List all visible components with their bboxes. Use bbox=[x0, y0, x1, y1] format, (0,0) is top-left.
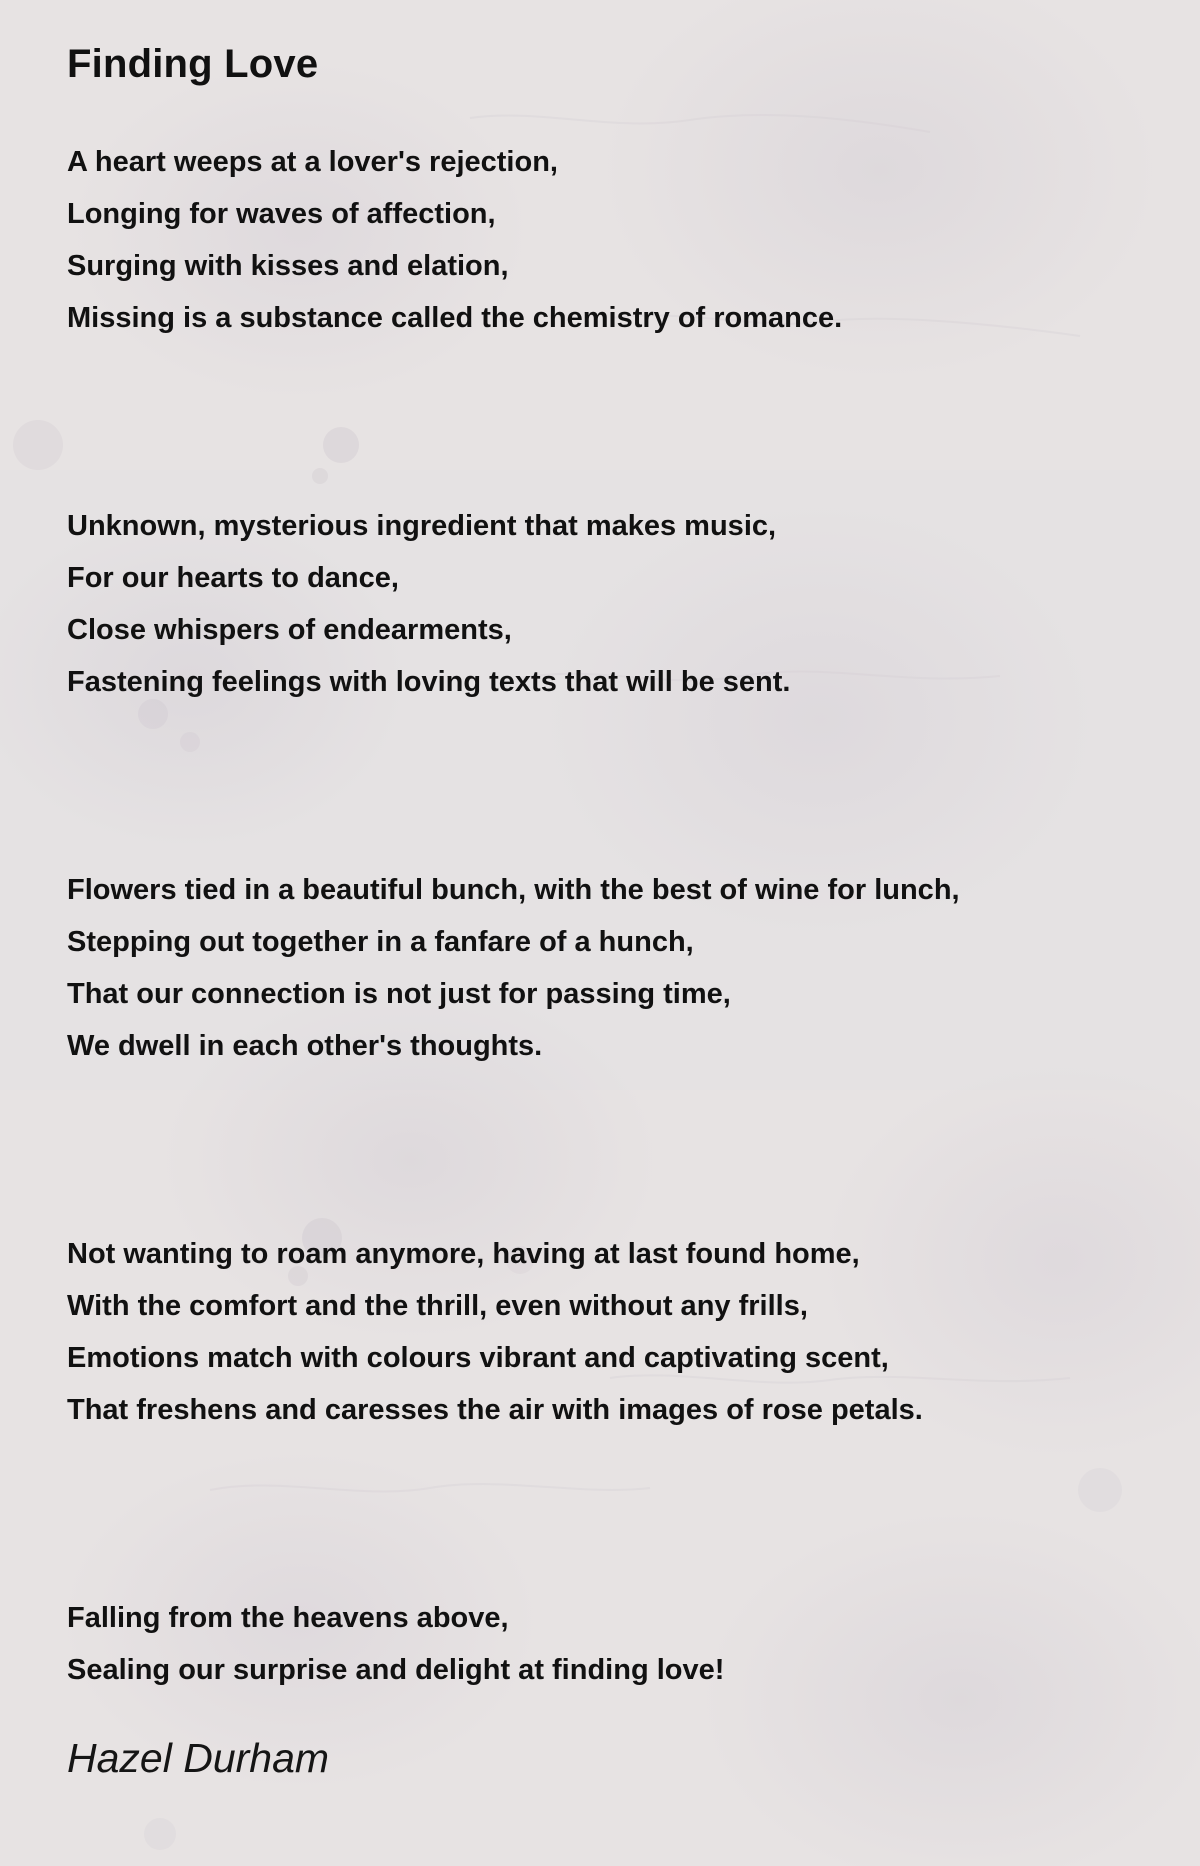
poem-line: Unknown, mysterious ingredient that makes music, bbox=[67, 510, 777, 542]
poem-line: Fastening feelings with loving texts that will be sent. bbox=[67, 666, 791, 698]
poem-author: Hazel Durham bbox=[67, 1735, 330, 1781]
poem-line: Stepping out together in a fanfare of a hunch, bbox=[67, 926, 694, 958]
stanza-4 bbox=[67, 1228, 1147, 1436]
poem-line: Sealing our surprise and delight at finding love! bbox=[67, 1654, 725, 1686]
poem-line: We dwell in each other's thoughts. bbox=[67, 1030, 543, 1062]
stanza-2 bbox=[67, 500, 1147, 708]
poem-line: Emotions match with colours vibrant and captivating scent, bbox=[67, 1342, 889, 1374]
poem-line: Falling from the heavens above, bbox=[67, 1602, 509, 1634]
stanza-5 bbox=[67, 1592, 1147, 1696]
poem-page bbox=[67, 40, 1147, 1783]
poem-line: Longing for waves of affection, bbox=[67, 198, 496, 230]
poem-line: Surging with kisses and elation, bbox=[67, 250, 509, 282]
poem-line: That freshens and caresses the air with images of rose petals. bbox=[67, 1394, 923, 1426]
poem-line: Not wanting to roam anymore, having at last found home, bbox=[67, 1238, 860, 1270]
poem-line: For our hearts to dance, bbox=[67, 562, 399, 594]
poem-line: Missing is a substance called the chemistry of romance. bbox=[67, 302, 843, 334]
stanza-3 bbox=[67, 864, 1147, 1072]
poem-line: That our connection is not just for passing time, bbox=[67, 978, 731, 1010]
poem-line: Flowers tied in a beautiful bunch, with the best of wine for lunch, bbox=[67, 874, 960, 906]
stanza-1 bbox=[67, 136, 1147, 344]
poem-line: Close whispers of endearments, bbox=[67, 614, 512, 646]
poem-line: With the comfort and the thrill, even without any frills, bbox=[67, 1290, 808, 1322]
poem-title: Finding Love bbox=[67, 42, 319, 86]
poem-line: A heart weeps at a lover's rejection, bbox=[67, 146, 558, 178]
